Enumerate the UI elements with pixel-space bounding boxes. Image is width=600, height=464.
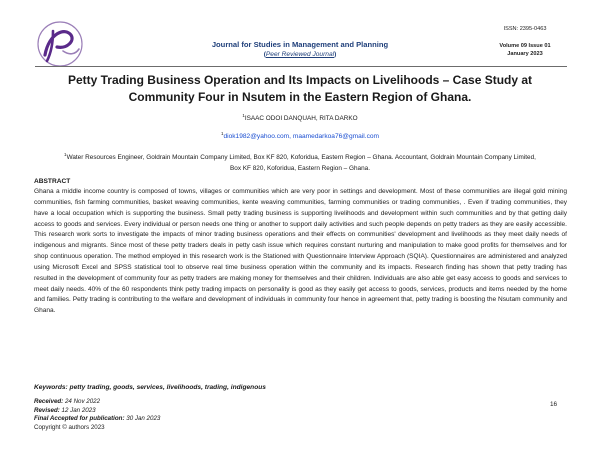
author-names: ISAAC ODOI DANQUAH, RITA DARKO — [244, 115, 358, 122]
abstract-heading: ABSTRACT — [34, 178, 71, 185]
issn-label: ISSN: 2395-0463 — [503, 26, 547, 32]
received-line — [34, 398, 160, 407]
issue-date: January 2023 — [507, 51, 543, 57]
subtitle-open-paren: ( — [263, 51, 266, 58]
publication-history — [34, 398, 160, 432]
volume-label: Volume 09 Issue 01 — [499, 43, 551, 49]
received-date: 24 Nov 2022 — [64, 398, 101, 405]
author-emails — [0, 131, 600, 140]
journal-logo-icon — [35, 19, 85, 69]
paper-title: Petty Trading Business Operation and Its Impacts on Livelihoods – Case Study at Community Four in Nsutem in the Eastern Region of Ghana. — [67, 73, 533, 104]
author-affiliation — [62, 150, 538, 175]
affiliation-text: Water Resources Engineer, Goldrain Mountain Company Limited, Box KF 820, Koforidua, Eastern Region – Ghana. Accountant, Goldrain Mountain Company Limited, Box KF 820, Koforidua, Eastern Region – Ghana. — [66, 154, 536, 172]
revised-date: 12 Jan 2023 — [61, 406, 96, 414]
author-superscript: 1 — [242, 113, 245, 118]
abstract-body: Ghana a middle income country is composed of towns, villages or communities which are very poor in settings and development. Most of these communities are illegal gold mining communities, fish farming communities, basket weaving communities, kente weaving communities, farming communities or trading communities, . Even if trading communities, they have a local occupation which is supporting the business. Small petty trading business is supporting livelihoods and development within such communities and by that getting daily access to goods and services. Every individual or person needs one thing or another to support daily activities and such people depends on petty traders as they are easily accessible. This research work sorts to investigate the impacts of minor trading business operations and their effects on communities' development and livelihoods as they meet daily needs of indigenous and migrants. Since most of these petty traders deals in petty cash issue which requires constant nurturing and manipulation to make good profits for themselves and for shop continuous operation. The method employed in this research work is the Stationed with Questionnaire Interview Approach (SQIA). Questionnaires are administered and analyzed using Microsoft Excel and SPSS statistical tool to observe real time business operation within the community and its impacts. Research finding has shown that petty trading has resulted in the development of community four as petty traders are making money for themselves and their children. Individuals are also able get easy access to goods and services to meet daily needs. 40% of the 60 respondents think petty trading impacts on personality is good as they easily get access to goods, services, products and items needed by the home and families. Petty trading is contributing to the welfare and development of individuals in community four hence in agreement that, petty trading is boosting the Nsutam community and Ghana. — [34, 188, 567, 315]
accepted-label: Final Accepted for publication: — [34, 415, 125, 423]
page-number: 16 — [550, 401, 558, 408]
keywords: Keywords: petty trading, goods, services, livelihoods, trading, indigenous — [34, 384, 266, 391]
revised-label: Revised: — [34, 406, 60, 414]
email-superscript: 1 — [220, 131, 224, 136]
subtitle-close-paren: ) — [334, 51, 337, 58]
accepted-line — [34, 415, 160, 424]
author-list — [0, 113, 600, 122]
accepted-date: 30 Jan 2023 — [126, 415, 161, 423]
journal-subtitle — [150, 51, 450, 58]
journal-title: Journal for Studies in Management and Planning — [211, 40, 389, 49]
received-label: Received: — [34, 398, 64, 405]
header-divider — [35, 66, 567, 67]
peer-reviewed-link[interactable]: Peer Reviewed Journal — [265, 51, 335, 58]
email-links[interactable]: diok1982@yahoo.com, maamedarkoa76@gmail.com — [223, 133, 380, 140]
affiliation-superscript: 1 — [64, 152, 67, 157]
copyright: Copyright © authors 2023 — [34, 423, 105, 431]
revised-line — [34, 407, 160, 416]
